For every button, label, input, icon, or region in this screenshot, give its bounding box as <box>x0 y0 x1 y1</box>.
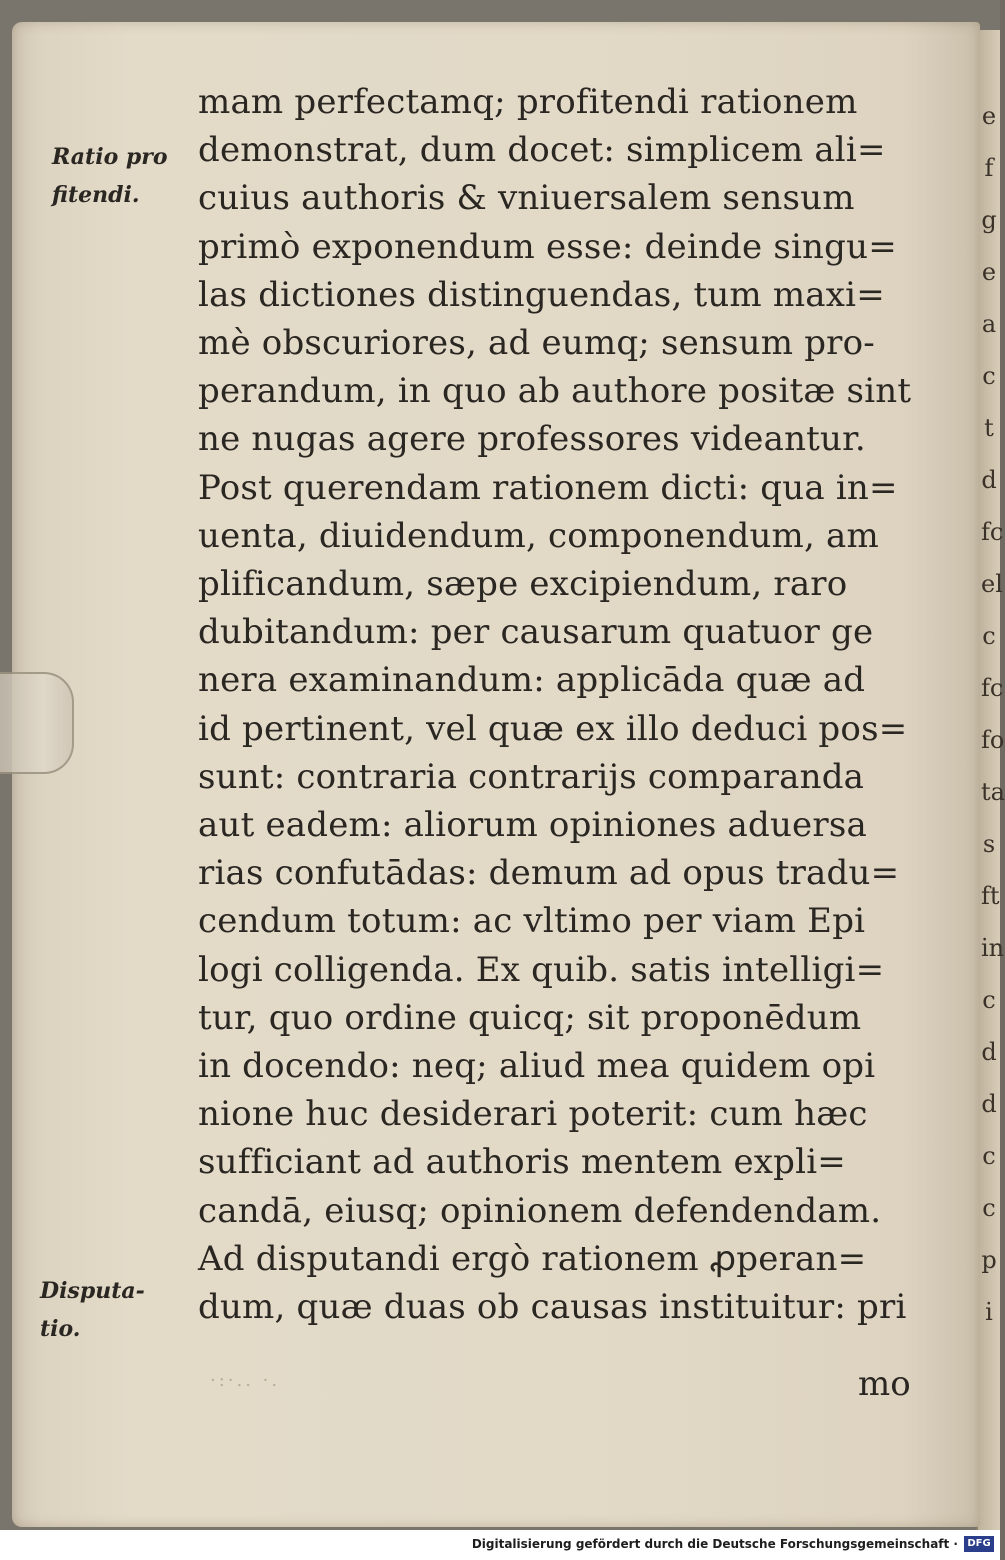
margin-note-ratio-profitendi <box>52 138 168 214</box>
body-text <box>198 78 938 1331</box>
adjacent-page-letter: c <box>982 986 996 1014</box>
page-clasp <box>0 672 74 774</box>
text-line: cendum totum: ac vltimo per viam Epi <box>198 901 866 942</box>
margin-note-line: Disputa- <box>40 1278 145 1304</box>
ink-smudge: ·:·.. ·. <box>210 1370 281 1391</box>
adjacent-page-letter: fo <box>981 726 1005 754</box>
text-line: logi colligenda. Ex quib. satis intelligi= <box>198 949 885 990</box>
adjacent-page-letter: p <box>981 1246 997 1274</box>
text-line: mè obscuriores, ad eumq; sensum pro- <box>198 323 875 364</box>
text-line: nione huc desiderari poterit: cum hæc <box>198 1094 868 1135</box>
adjacent-page-letter: t <box>984 414 994 442</box>
adjacent-page-letter: c <box>982 622 996 650</box>
text-line: cuius authoris & vniuersalem sensum <box>198 178 855 219</box>
adjacent-page-letter: ft <box>981 882 1000 910</box>
text-line: aut eadem: aliorum opiniones aduersa <box>198 805 867 846</box>
text-line: demonstrat, dum docet: simplicem ali= <box>198 130 886 171</box>
funding-notice: Digitalisierung gefördert durch die Deutsche Forschungsgemeinschaft · <box>471 1537 958 1551</box>
adjacent-page-letter: el <box>981 570 1003 598</box>
catchword: mo <box>858 1364 911 1404</box>
adjacent-page-letter: s <box>982 830 996 858</box>
adjacent-page-letter: f <box>984 154 994 182</box>
text-line: primò exponendum esse: deinde singu= <box>198 226 897 267</box>
adjacent-page-letter: d <box>981 1038 997 1066</box>
text-line: rias confutādas: demum ad opus tradu= <box>198 853 900 894</box>
adjacent-page-letter: c <box>982 362 996 390</box>
adjacent-page-letter: ta <box>981 778 1005 806</box>
adjacent-page-letters <box>981 90 1005 1338</box>
adjacent-page-letter: fc <box>981 518 1004 546</box>
text-line: dubitandum: per causarum quatuor ge <box>198 612 874 653</box>
text-line: candā, eiusq; opinionem defendendam. <box>198 1190 882 1231</box>
margin-note-disputatio <box>40 1272 145 1348</box>
text-line: tur, quo ordine quicq; sit proponēdum <box>198 997 862 1038</box>
text-line: dum, quæ duas ob causas instituitur: pri <box>198 1287 907 1328</box>
adjacent-page-letter: in <box>981 934 1005 962</box>
digitization-footer <box>0 1530 1000 1560</box>
adjacent-page-letter: i <box>985 1298 993 1326</box>
margin-note-line: Ratio pro <box>52 144 168 170</box>
text-line: Post querendam rationem dicti: qua in= <box>198 467 898 508</box>
adjacent-page-letter: d <box>981 1090 997 1118</box>
text-line: las dictiones distinguendas, tum maxi= <box>198 274 885 315</box>
text-line: uenta, diuidendum, componendum, am <box>198 515 879 556</box>
adjacent-page-letter: a <box>981 310 997 338</box>
text-line: mam perfectamq; profitendi rationem <box>198 82 858 122</box>
text-line: Ad disputandi ergò rationem ꝓperan= <box>198 1238 867 1279</box>
adjacent-page-letter: d <box>981 466 997 494</box>
margin-note-line: tio. <box>40 1316 81 1342</box>
text-line: ne nugas agere professores videantur. <box>198 419 866 460</box>
margin-note-line: fitendi. <box>52 182 140 208</box>
text-line: sufficiant ad authoris mentem expli= <box>198 1142 846 1183</box>
adjacent-page-letter: fc <box>981 674 1004 702</box>
text-line: perandum, in quo ab authore positæ sint <box>198 371 912 412</box>
adjacent-page-letter: e <box>981 258 997 286</box>
text-line: nera examinandum: applicāda quæ ad <box>198 660 866 701</box>
adjacent-page-letter: c <box>982 1142 996 1170</box>
text-line: id pertinent, vel quæ ex illo deduci pos= <box>198 708 908 749</box>
text-line: plificandum, sæpe excipiendum, raro <box>198 564 848 605</box>
adjacent-page-letter: c <box>982 1194 996 1222</box>
text-line: sunt: contraria contrarijs comparanda <box>198 756 865 797</box>
text-line: in docendo: neq; aliud mea quidem opi <box>198 1046 876 1087</box>
adjacent-page-letter: e <box>981 102 997 130</box>
adjacent-page-letter: g <box>981 206 997 234</box>
dfg-logo: DFG <box>964 1536 994 1552</box>
